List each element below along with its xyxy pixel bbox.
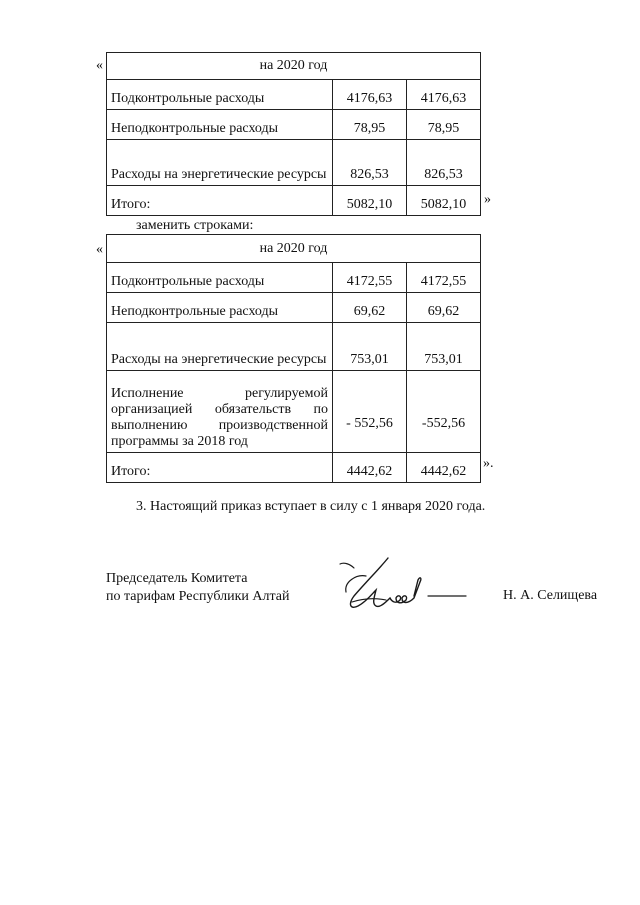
table-header: на 2020 год [107,53,481,80]
close-quote-1: » [484,192,491,207]
handwritten-signature [336,552,506,616]
row-value: 826,53 [333,140,407,186]
row-label: Неподконтрольные расходы [107,110,333,140]
row-value: 69,62 [333,293,407,323]
row-label: Расходы на энергетические ресурсы [107,323,333,371]
row-value: 78,95 [407,110,481,140]
tariff-table-replacement [106,234,481,483]
close-quote-2: ». [483,456,494,471]
row-value: 826,53 [407,140,481,186]
table-header: на 2020 год [107,235,481,263]
row-value: 69,62 [407,293,481,323]
row-value: 4176,63 [407,80,481,110]
row-value: -552,56 [407,371,481,453]
table-row [107,323,481,371]
position-line-1: Председатель Комитета [106,571,248,586]
row-value: 78,95 [333,110,407,140]
open-quote-2: « [96,242,103,257]
signatory-position [106,570,289,606]
table-row [107,453,481,483]
row-label: Итого: [107,186,333,216]
row-value: 4172,55 [407,263,481,293]
row-label: Исполнение регулируемой организацией обязательств по выполнению производственной программы за 2018 год [107,371,333,453]
replace-text: заменить строками: [136,218,254,233]
position-line-2: по тарифам Республики Алтай [106,589,290,604]
row-label: Неподконтрольные расходы [107,293,333,323]
table-row [107,186,481,216]
table-row [107,371,481,453]
table-row [107,110,481,140]
row-label: Итого: [107,453,333,483]
table-row [107,263,481,293]
row-value: 4442,62 [407,453,481,483]
row-label: Подконтрольные расходы [107,80,333,110]
table-row [107,80,481,110]
row-value: 4442,62 [333,453,407,483]
row-value: 4172,55 [333,263,407,293]
row-value: 753,01 [333,323,407,371]
row-label: Расходы на энергетические ресурсы [107,140,333,186]
effective-date-clause: 3. Настоящий приказ вступает в силу с 1 января 2020 года. [136,499,486,514]
row-value: - 552,56 [333,371,407,453]
table-row [107,140,481,186]
tariff-table-original [106,52,481,216]
row-value: 4176,63 [333,80,407,110]
table-row [107,293,481,323]
row-value: 5082,10 [407,186,481,216]
row-label: Подконтрольные расходы [107,263,333,293]
row-value: 5082,10 [333,186,407,216]
signatory-name: Н. А. Селищева [503,588,598,603]
row-value: 753,01 [407,323,481,371]
open-quote-1: « [96,58,103,73]
